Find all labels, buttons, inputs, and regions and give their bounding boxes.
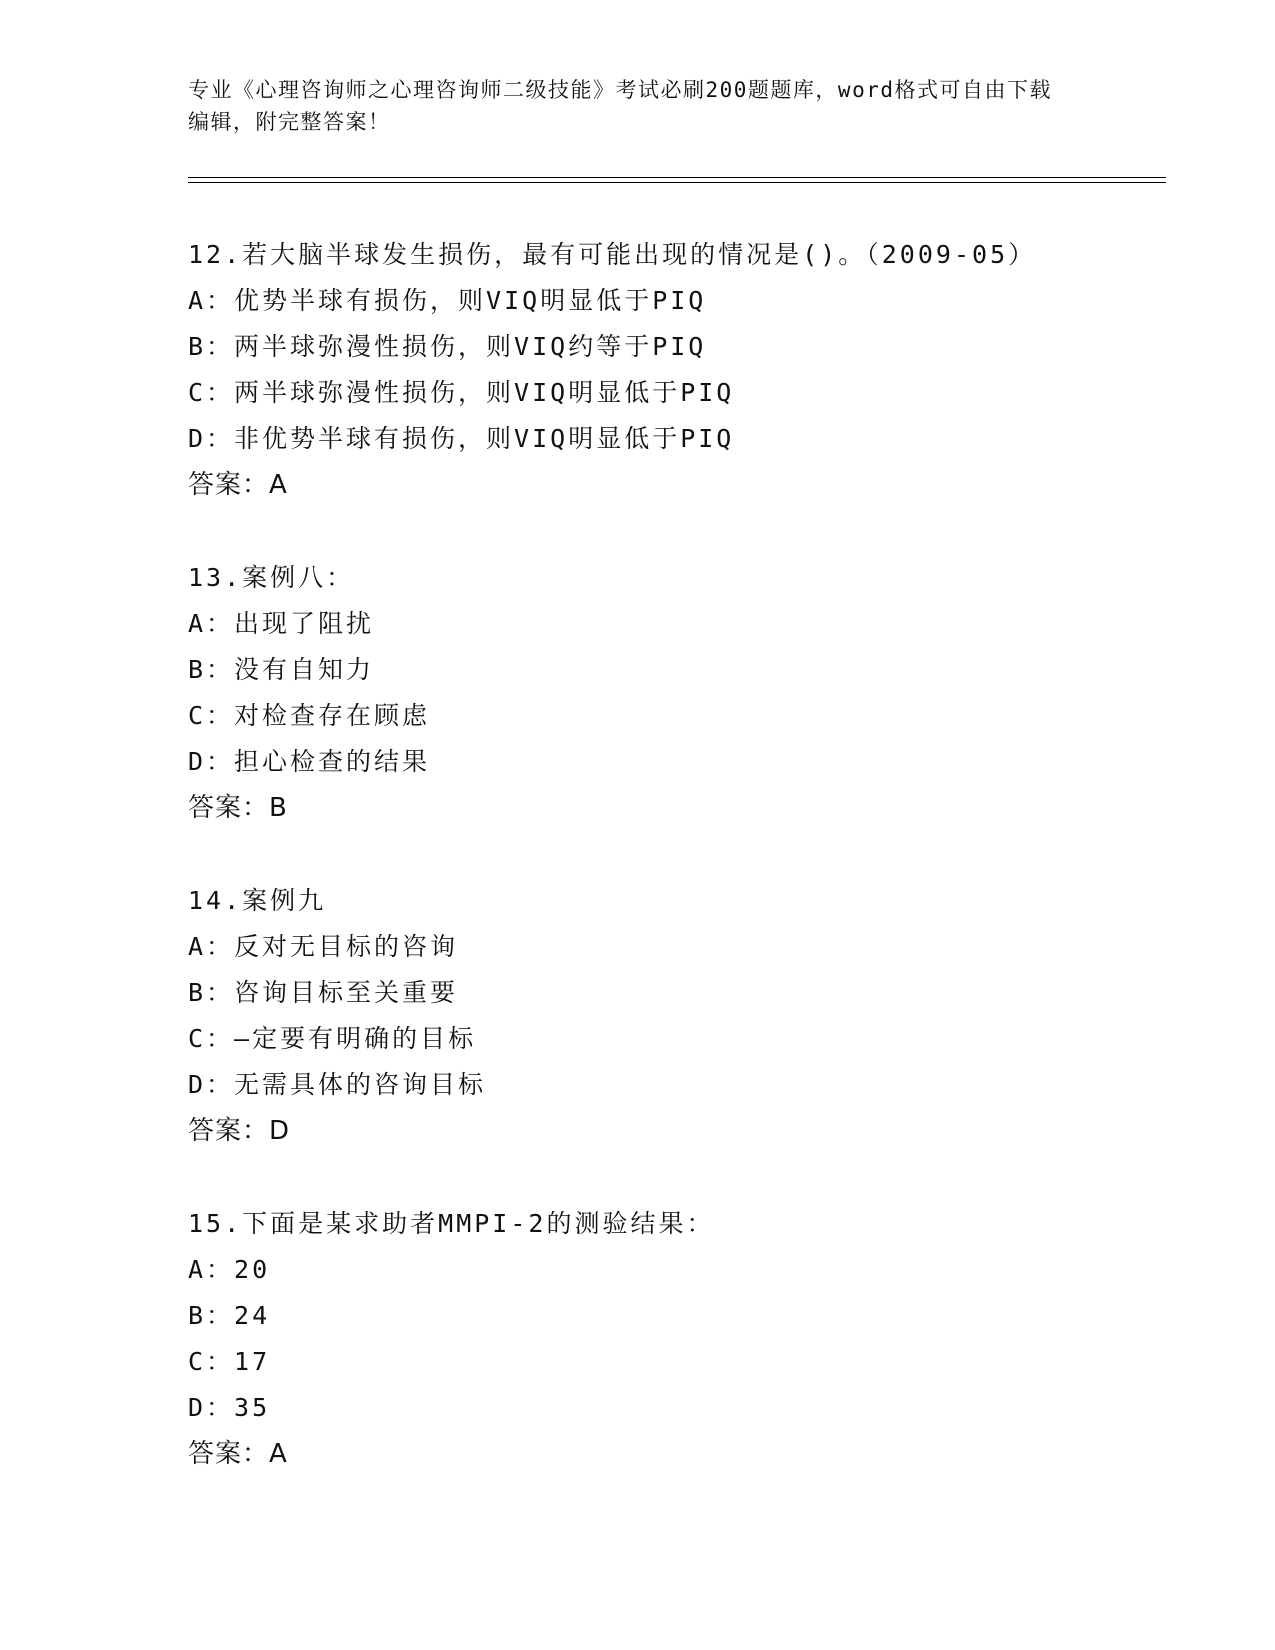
question-title: 14.案例九 [188, 886, 327, 915]
option-c: C：17 [188, 1347, 271, 1376]
option-c: C：对检查存在顾虑 [188, 701, 431, 730]
option-b: B：没有自知力 [188, 655, 375, 684]
option-c: C：—定要有明确的目标 [188, 1024, 477, 1053]
option-d: D：无需具体的咨询目标 [188, 1070, 487, 1099]
header-intro-text: 专业《心理咨询师之心理咨询师二级技能》考试必刷200题题库，word格式可自由下载编辑，附完整答案！ [188, 78, 1052, 134]
option-c: C：两半球弥漫性损伤，则VIQ明显低于PIQ [188, 378, 735, 407]
document-header [188, 74, 1068, 138]
answer-line: 答案：D [188, 1116, 291, 1146]
answer-line: 答案：B [188, 793, 288, 823]
option-b: B：咨询目标至关重要 [188, 978, 459, 1007]
question-12 [188, 232, 1168, 508]
answer-line: 答案：A [188, 1439, 288, 1469]
question-15 [188, 1201, 1168, 1477]
question-title: 15.下面是某求助者MMPI-2的测验结果： [188, 1209, 715, 1238]
option-a: A：20 [188, 1255, 271, 1284]
option-b: B：两半球弥漫性损伤，则VIQ约等于PIQ [188, 332, 707, 361]
option-a: A：反对无目标的咨询 [188, 932, 459, 961]
question-14 [188, 878, 1168, 1154]
answer-line: 答案：A [188, 470, 288, 500]
question-13 [188, 555, 1168, 831]
option-d: D：35 [188, 1393, 271, 1422]
option-a: A：出现了阻扰 [188, 609, 375, 638]
option-d: D：非优势半球有损伤，则VIQ明显低于PIQ [188, 424, 735, 453]
question-title: 13.案例八： [188, 563, 355, 592]
question-title: 12.若大脑半球发生损伤，最有可能出现的情况是()。（2009-05） [188, 240, 1037, 269]
option-a: A：优势半球有损伤，则VIQ明显低于PIQ [188, 286, 707, 315]
question-list [188, 232, 1168, 1524]
option-b: B：24 [188, 1301, 271, 1330]
option-d: D：担心检查的结果 [188, 747, 431, 776]
header-double-rule [188, 177, 1166, 183]
